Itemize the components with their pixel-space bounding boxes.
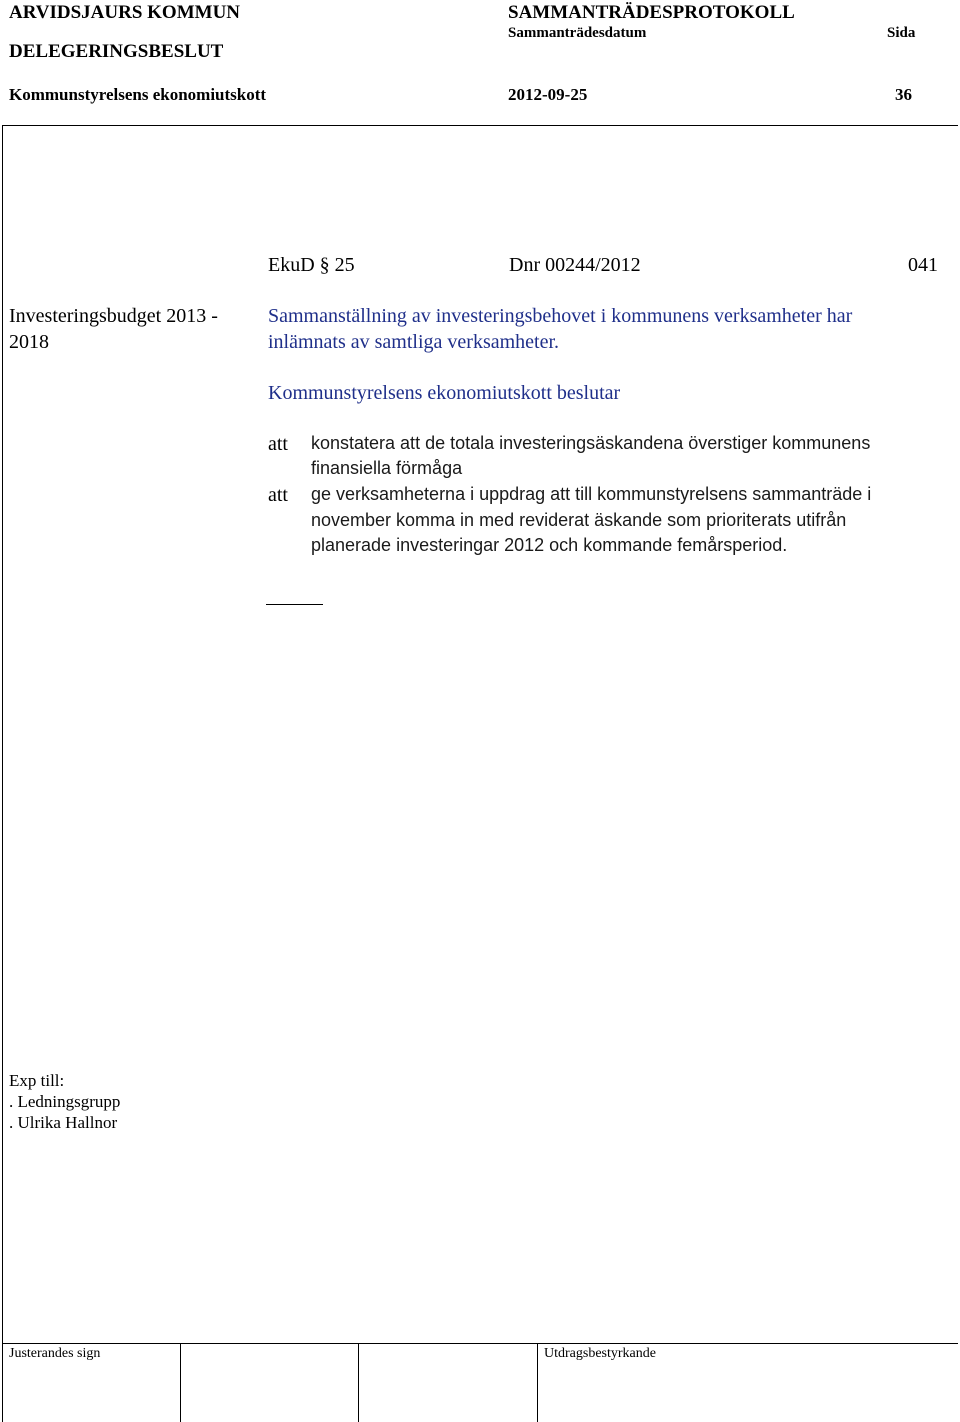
decision-2-line-2: november komma in med reviderat äskande som prioriterats utifrån <box>311 510 847 530</box>
end-of-section-rule <box>266 604 323 605</box>
extract-label: Utdragsbestyrkande <box>544 1346 656 1361</box>
decision-2-line-3: planerade investeringar 2012 och kommande femårsperiod. <box>311 535 788 555</box>
intro-line-2: inlämnats av samtliga verksamheter. <box>268 331 560 353</box>
sub-type: DELEGERINGSBESLUT <box>9 41 224 62</box>
decision-1-prefix: att <box>268 433 288 455</box>
doc-type: SAMMANTRÄDESPROTOKOLL <box>508 2 795 23</box>
page-number: 36 <box>895 85 912 104</box>
distribution-label: Exp till: <box>9 1071 65 1090</box>
recipient-1: . Ledningsgrupp <box>9 1092 121 1111</box>
case-code: 041 <box>908 254 938 276</box>
date-label: Sammanträdesdatum <box>508 25 647 41</box>
footer-top-border <box>2 1343 958 1344</box>
decision-heading: Kommunstyrelsens ekonomiutskott beslutar <box>268 382 621 404</box>
footer-divider-3 <box>537 1343 538 1422</box>
footer-divider-2 <box>358 1343 359 1422</box>
meeting-date: 2012-09-25 <box>508 85 588 104</box>
page-label: Sida <box>887 25 916 41</box>
paragraph-number: EkuD § 25 <box>268 254 355 276</box>
org-name: ARVIDSJAURS KOMMUN <box>9 2 241 23</box>
intro-line-1: Sammanställning av investeringsbehovet i kommunens verksamheter har <box>268 305 853 327</box>
committee-name: Kommunstyrelsens ekonomiutskott <box>9 85 267 104</box>
decision-2-prefix: att <box>268 484 288 506</box>
recipient-2: . Ulrika Hallnor <box>9 1113 118 1132</box>
decision-1-line-1: konstatera att de totala investeringsäskandena överstiger kommunens <box>311 433 871 453</box>
frame-top-border <box>2 125 958 126</box>
subject-line-1: Investeringsbudget 2013 - <box>9 305 218 327</box>
footer-divider-1 <box>180 1343 181 1422</box>
sign-label: Justerandes sign <box>9 1346 101 1361</box>
diary-number: Dnr 00244/2012 <box>509 254 641 276</box>
subject-line-2: 2018 <box>9 331 49 353</box>
decision-2-line-1: ge verksamheterna i uppdrag att till kommunstyrelsens sammanträde i <box>311 484 872 504</box>
decision-1-line-2: finansiella förmåga <box>311 458 463 478</box>
frame-left-border <box>2 125 3 1422</box>
